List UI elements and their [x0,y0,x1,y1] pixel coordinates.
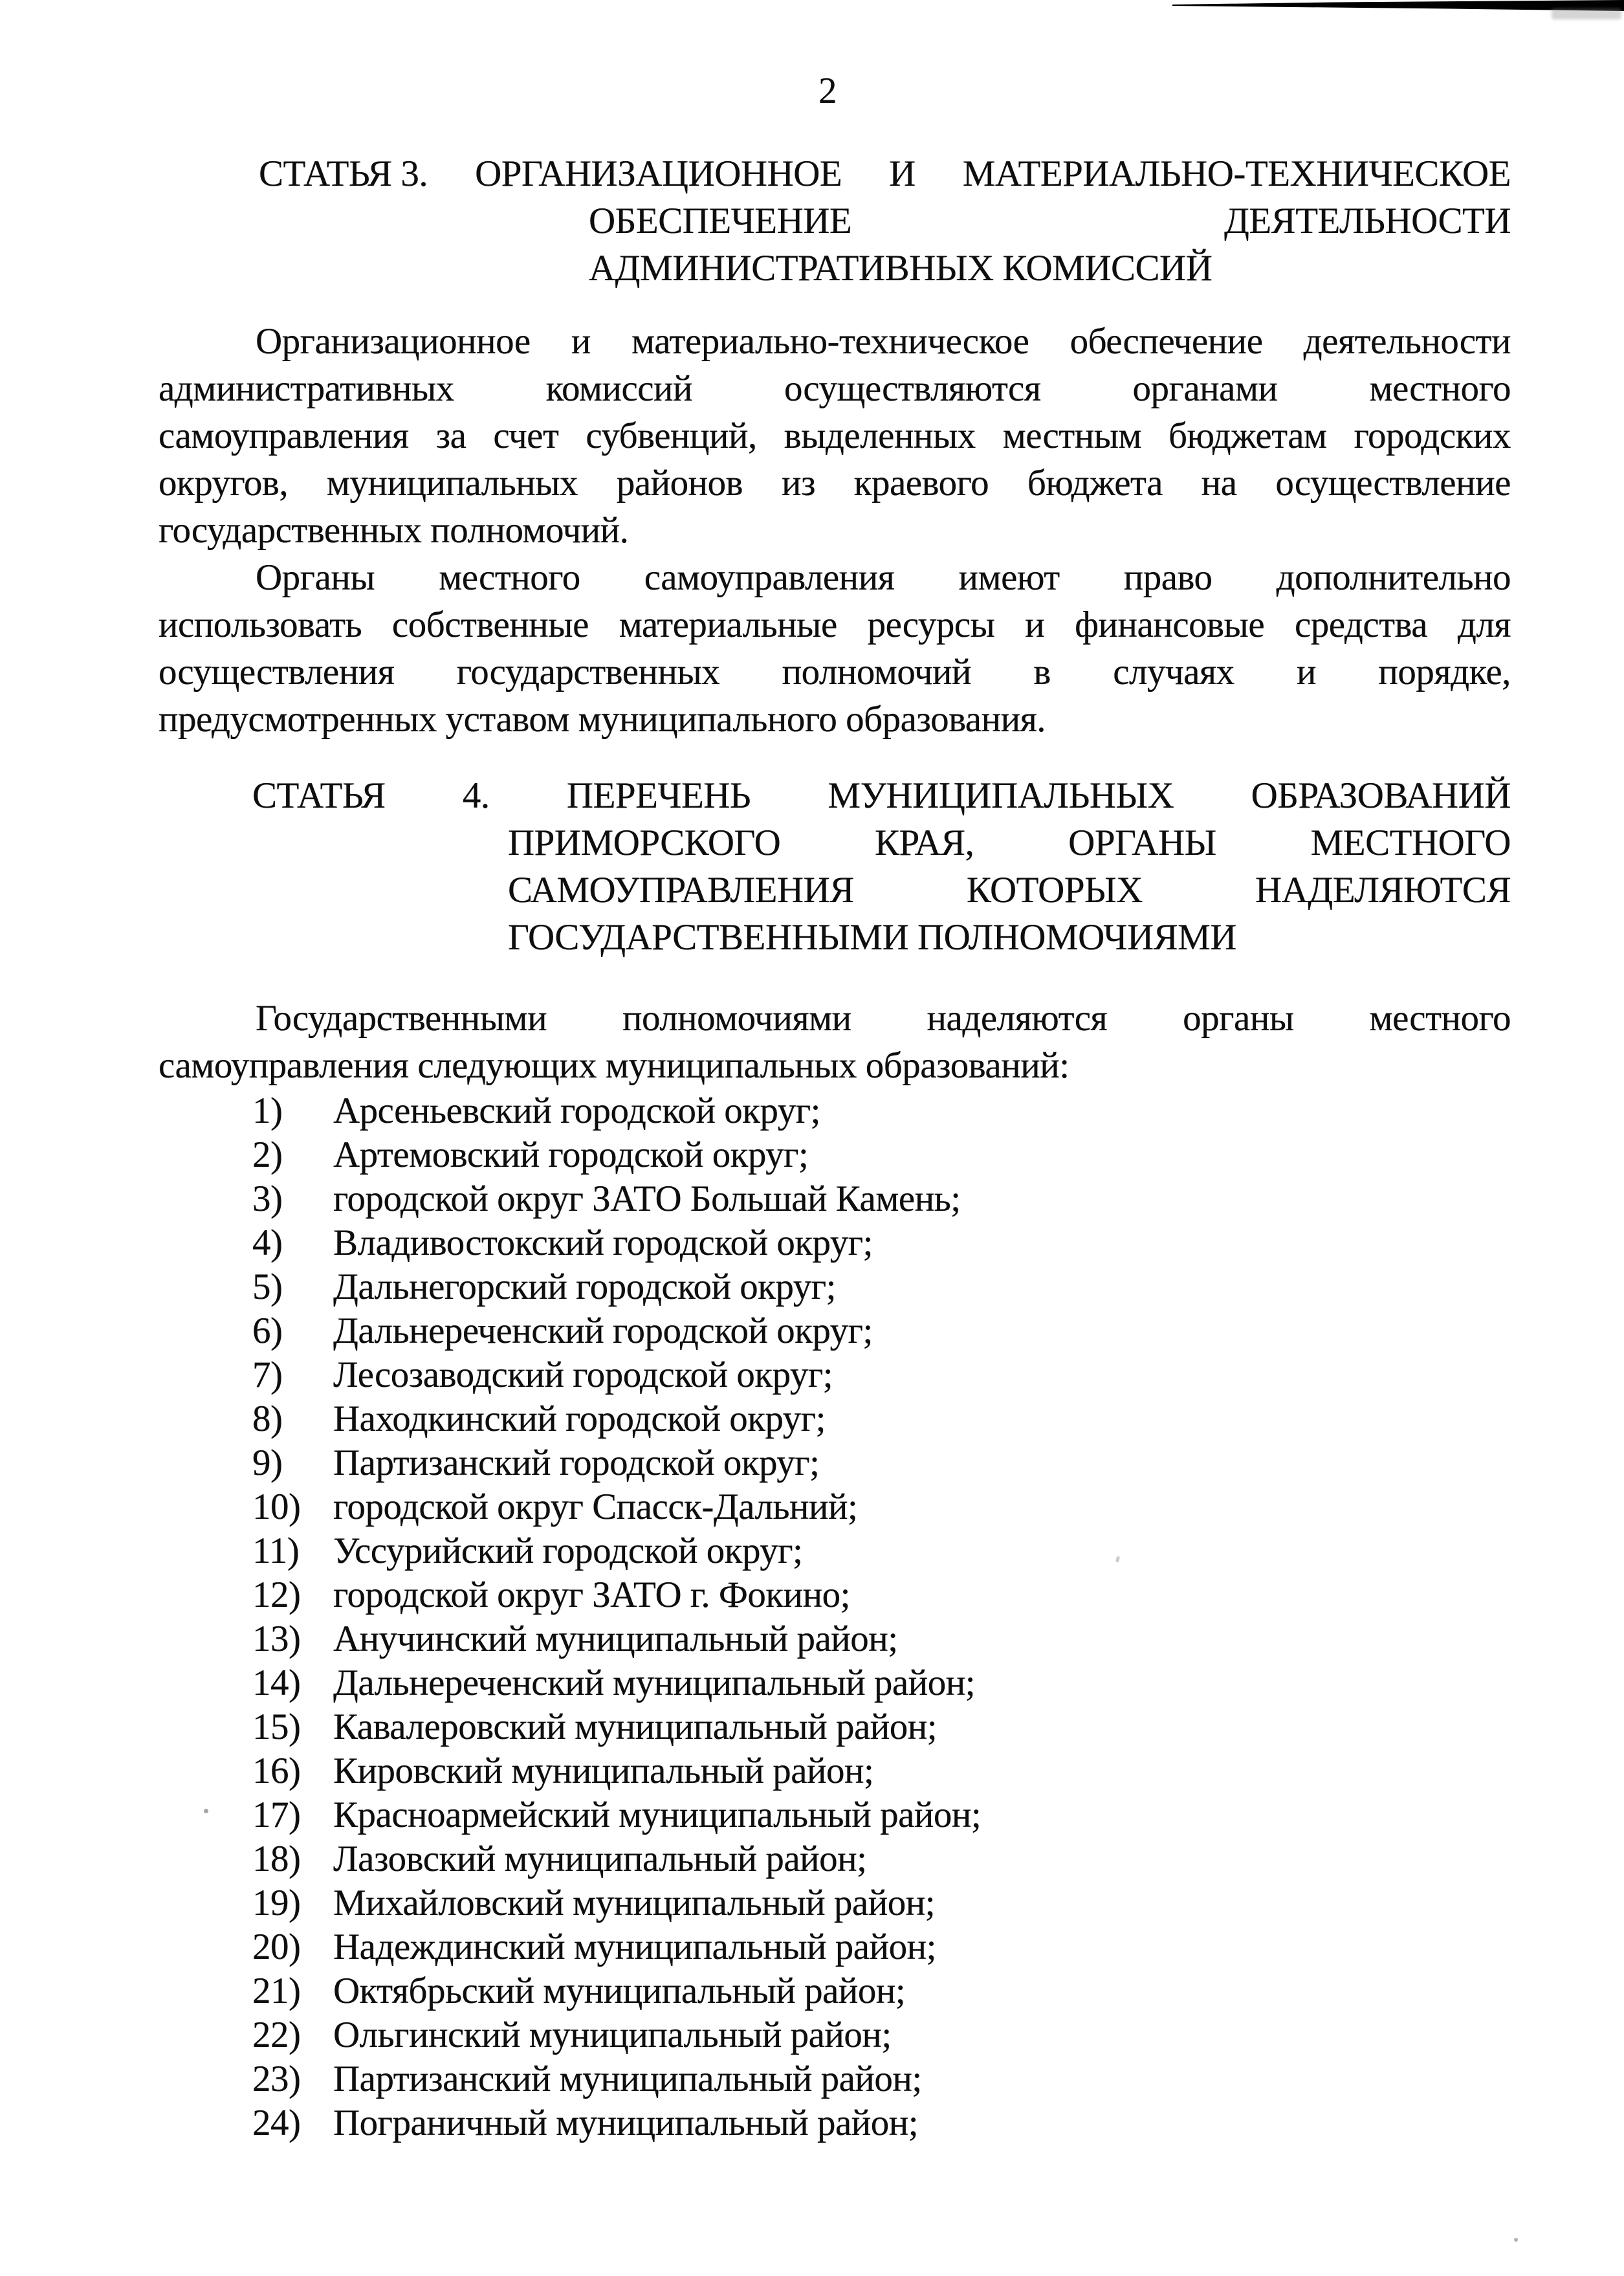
text-line [159,459,1511,507]
list-item-text: Ольгинский муниципальный район; [333,2015,892,2055]
word: материальные [619,604,837,645]
word: государственных [456,652,720,692]
word: краевого [853,463,989,503]
text-line: государственных полномочий. [159,510,629,551]
word: ПРИМОРСКОГО [508,823,781,863]
word: в [1033,652,1051,692]
word: Организационное [256,321,531,362]
word: СТАТЬЯ [252,775,386,816]
list-item-number: 17) [252,1795,301,1835]
heading-line: АДМИНИСТРАТИВНЫХ КОМИССИЙ [589,248,1213,289]
word: полномочий [782,652,972,692]
list-item-number: 8) [252,1398,283,1439]
list-item-number: 13) [252,1619,301,1659]
word: дополнительно [1276,557,1511,598]
heading-line [159,197,1511,245]
list-item-text: городской округ Спасск-Дальний; [333,1486,858,1527]
word: на [1201,463,1237,503]
list-item [159,1793,1511,1837]
list-item-text: Лесозаводский городской округ; [333,1354,833,1395]
list-item-number: 19) [252,1883,301,1923]
list-item-number: 20) [252,1927,301,1967]
word: МУНИЦИПАЛЬНЫХ [828,775,1174,816]
word: муниципальных [326,463,578,503]
word: осуществления [159,652,395,692]
list-item-number: 14) [252,1663,301,1703]
heading-line [159,150,1511,197]
list-item-number: 15) [252,1707,301,1747]
list-item-number: 9) [252,1442,283,1483]
word: местного [439,557,580,598]
text-line [159,318,1511,365]
word: ОРГАНИЗАЦИОННОЕ [475,153,842,194]
word: финансовые [1075,604,1265,645]
word: выделенных [784,415,976,456]
word: и [1025,604,1045,645]
word: право [1123,557,1213,598]
list-item-text: Находкинский городской округ; [333,1398,826,1439]
word: за [435,415,466,456]
list-item-text: Владивостокский городской округ; [333,1222,873,1263]
word: из [781,463,815,503]
list-item-text: Красноармейский муниципальный район; [333,1795,982,1835]
word: субвенций, [586,415,757,456]
article-3-paragraph-1 [159,318,1511,554]
word: МАТЕРИАЛЬНО-ТЕХНИЧЕСКОЕ [962,153,1511,194]
list-item-number: 6) [252,1310,283,1351]
list-item-text: Артемовский городской округ; [333,1134,809,1175]
word: материально-техническое [631,321,1029,362]
text-line: предусмотренных уставом муниципального образования. [159,699,1046,740]
word: И [889,153,916,194]
word: местным [1002,415,1142,456]
list-item-text: Анучинский муниципальный район; [333,1619,898,1659]
word: ПЕРЕЧЕНЬ [566,775,751,816]
article-4-heading [159,772,1511,961]
list-item-text: Надеждинский муниципальный район; [333,1927,936,1967]
word: бюджета [1027,463,1163,503]
page-number: 2 [818,71,837,111]
word: 4. [462,775,490,816]
list-item [159,1441,1511,1485]
heading-line [159,819,1511,867]
word: и [1297,652,1317,692]
list-item-number: 24) [252,2103,301,2143]
word: ОРГАНЫ [1068,823,1216,863]
word: Органы [256,557,375,598]
text-line [159,412,1511,459]
list-item [159,1925,1511,1969]
text-line [159,601,1511,648]
word: местного [1369,368,1511,409]
list-item-text: Дальнереченский муниципальный район; [333,1663,976,1703]
heading-line: ГОСУДАРСТВЕННЫМИ ПОЛНОМОЧИЯМИ [508,917,1236,958]
list-item [159,1089,1511,1133]
list-item-number: 10) [252,1486,301,1527]
text-line [159,995,1511,1042]
word: использовать [159,604,362,645]
word: местного [1369,998,1511,1039]
list-item [159,1837,1511,1881]
list-item-text: Пограничный муниципальный район; [333,2103,919,2143]
list-item [159,1617,1511,1661]
list-item-text: Арсеньевский городской округ; [333,1090,820,1131]
word: осуществляются [784,368,1041,409]
word: собственные [391,604,589,645]
list-item-number: 2) [252,1134,283,1175]
list-item [159,1133,1511,1177]
text-line [159,554,1511,601]
word: НАДЕЛЯЮТСЯ [1255,870,1511,911]
word: обеспечение [1070,321,1263,362]
word: районов [616,463,743,503]
list-item-text: городской округ ЗАТО г. Фокино; [333,1574,850,1615]
word: бюджетам [1169,415,1327,456]
list-item [159,1309,1511,1353]
list-item [159,1749,1511,1793]
list-item-text: Уссурийский городской округ; [333,1530,803,1571]
list-item-number: 12) [252,1574,301,1615]
list-item [159,1529,1511,1573]
word: ресурсы [867,604,995,645]
word: ДЕЯТЕЛЬНОСТИ [1223,201,1511,241]
word: счет [493,415,559,456]
word: округов, [159,463,289,503]
list-item [159,1661,1511,1705]
list-item-text: Лазовский муниципальный район; [333,1839,867,1879]
list-item-text: Дальнереченский городской округ; [333,1310,873,1351]
list-item [159,1881,1511,1925]
heading-line [159,772,1511,819]
list-item-number: 1) [252,1090,283,1131]
word: САМОУПРАВЛЕНИЯ [508,870,854,911]
list-item-number: 23) [252,2059,301,2099]
list-item-text: Кировский муниципальный район; [333,1751,874,1791]
article-4-intro-paragraph [159,995,1511,1089]
word: МЕСТНОГО [1310,823,1511,863]
heading-line [159,867,1511,914]
list-item [159,1573,1511,1617]
word: имеют [958,557,1060,598]
word: деятельности [1303,321,1511,362]
list-item [159,1485,1511,1529]
list-item [159,2101,1511,2145]
list-item-text: Октябрьский муниципальный район; [333,1971,906,2011]
word: самоуправления [644,557,895,598]
word: городских [1354,415,1511,456]
word: комиссий [545,368,693,409]
text-line [159,648,1511,696]
list-item [159,1265,1511,1309]
word: административных [159,368,454,409]
word: наделяются [927,998,1108,1039]
text-line [159,365,1511,412]
scan-speck [204,1809,208,1813]
list-item [159,1397,1511,1441]
list-item-text: Михайловский муниципальный район; [333,1883,936,1923]
list-item-number: 11) [252,1530,300,1571]
word: КРАЯ, [875,823,974,863]
word: для [1457,604,1511,645]
word: КОТОРЫХ [966,870,1143,911]
article-3-heading [159,150,1511,292]
list-item-number: 4) [252,1222,283,1263]
word: органами [1132,368,1278,409]
list-item-number: 16) [252,1751,301,1791]
list-item-number: 21) [252,1971,301,2011]
word: СТАТЬЯ 3. [259,153,428,194]
list-item-text: Партизанский городской округ; [333,1442,820,1483]
list-item-number: 22) [252,2015,301,2055]
word: порядке, [1378,652,1511,692]
list-item-text: городской округ ЗАТО Большай Камень; [333,1178,961,1219]
list-item-text: Партизанский муниципальный район; [333,2059,922,2099]
page-content [159,150,1511,2145]
list-item [159,2013,1511,2057]
word: самоуправления [159,415,409,456]
list-item [159,1221,1511,1265]
word: ОБЕСПЕЧЕНИЕ [589,201,852,241]
list-item [159,1705,1511,1749]
article-3-paragraph-2 [159,554,1511,743]
word: средства [1294,604,1427,645]
list-item-number: 3) [252,1178,283,1219]
list-item [159,1353,1511,1397]
scan-speck [1514,2238,1518,2242]
list-item [159,2057,1511,2101]
word: и [571,321,591,362]
list-item [159,1177,1511,1221]
word: органы [1183,998,1294,1039]
list-item-text: Дальнегорский городской округ; [333,1266,836,1307]
list-item-text: Кавалеровский муниципальный район; [333,1707,938,1747]
list-item-number: 18) [252,1839,301,1879]
list-item-number: 7) [252,1354,283,1395]
list-item-number: 5) [252,1266,283,1307]
word: Государственными [256,998,547,1039]
municipality-list [159,1089,1511,2145]
word: полномочиями [622,998,851,1039]
list-item [159,1969,1511,2013]
scan-artifact-smudge [1552,8,1621,19]
word: ОБРАЗОВАНИЙ [1251,775,1511,816]
word: случаях [1113,652,1234,692]
word: осуществление [1275,463,1511,503]
text-line: самоуправления следующих муниципальных образований: [159,1045,1070,1086]
